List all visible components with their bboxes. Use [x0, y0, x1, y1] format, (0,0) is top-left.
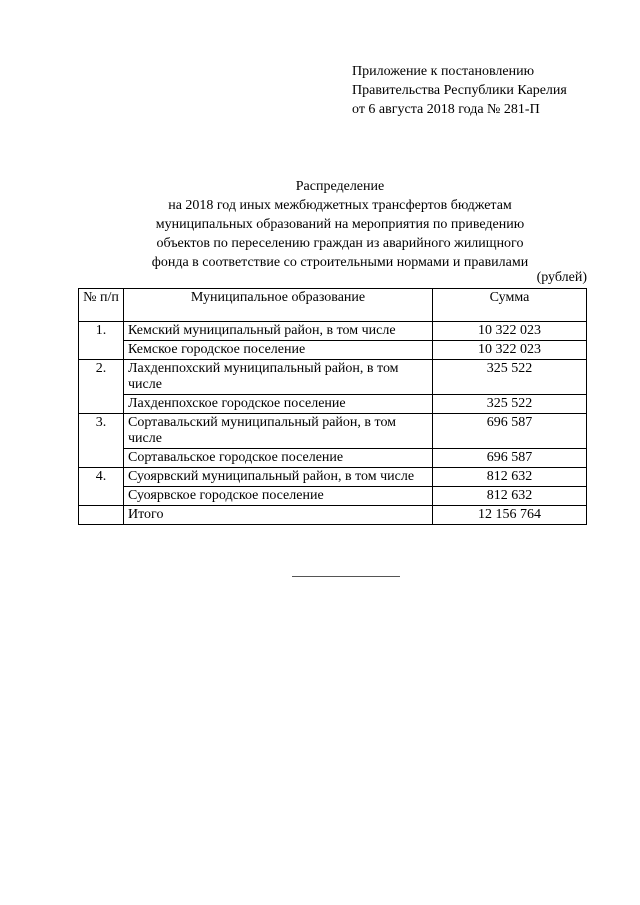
- footer-divider: [292, 576, 400, 577]
- document-title: [120, 177, 560, 272]
- settlement-sum: 812 632: [433, 487, 587, 506]
- title-line: на 2018 год иных межбюджетных трансфертов бюджетам: [168, 198, 512, 213]
- district-name: Сортавальский муниципальный район, в том числе: [124, 414, 433, 449]
- total-row: [79, 506, 587, 525]
- table-row: [79, 468, 587, 487]
- district-name: Суоярвский муниципальный район, в том числе: [124, 468, 433, 487]
- header-sum: Сумма: [433, 289, 587, 322]
- settlement-name: Лахденпохское городское поселение: [124, 395, 433, 414]
- title-line: Распределение: [295, 179, 385, 194]
- table-row: [79, 449, 587, 468]
- total-num-cell: [79, 506, 124, 525]
- units-label: (рублей): [536, 270, 587, 285]
- distribution-table: [78, 288, 587, 525]
- total-label: Итого: [124, 506, 433, 525]
- header-name: Муниципальное образование: [124, 289, 433, 322]
- settlement-sum: 696 587: [433, 449, 587, 468]
- district-sum: 325 522: [433, 360, 587, 395]
- table-row: [79, 395, 587, 414]
- total-sum: 12 156 764: [433, 506, 587, 525]
- table-row: [79, 360, 587, 395]
- settlement-sum: 10 322 023: [433, 341, 587, 360]
- table-row: [79, 414, 587, 449]
- district-sum: 696 587: [433, 414, 587, 449]
- district-sum: 812 632: [433, 468, 587, 487]
- table-header-row: [79, 289, 587, 322]
- header-num: № п/п: [79, 289, 124, 322]
- appendix-header-line: Правительства Республики Карелия: [352, 83, 567, 98]
- table-row: [79, 341, 587, 360]
- table-row: [79, 322, 587, 341]
- settlement-name: Кемское городское поселение: [124, 341, 433, 360]
- district-name: Лахденпохский муниципальный район, в том числе: [124, 360, 433, 395]
- title-line: фонда в соответствие со строительными нормами и правилами: [151, 255, 529, 270]
- district-sum: 10 322 023: [433, 322, 587, 341]
- row-number: 1.: [79, 322, 124, 360]
- settlement-name: Сортавальское городское поселение: [124, 449, 433, 468]
- settlement-name: Суоярвское городское поселение: [124, 487, 433, 506]
- title-line: муниципальных образований на мероприятия по приведению: [155, 217, 525, 232]
- appendix-header-line: от 6 августа 2018 года № 281-П: [352, 102, 540, 117]
- row-number: 3.: [79, 414, 124, 468]
- appendix-header: [352, 62, 567, 119]
- row-number: 2.: [79, 360, 124, 414]
- row-number: 4.: [79, 468, 124, 506]
- settlement-sum: 325 522: [433, 395, 587, 414]
- appendix-header-line: Приложение к постановлению: [352, 64, 535, 79]
- title-line: объектов по переселению граждан из аварийного жилищного: [156, 236, 524, 251]
- table-row: [79, 487, 587, 506]
- district-name: Кемский муниципальный район, в том числе: [124, 322, 433, 341]
